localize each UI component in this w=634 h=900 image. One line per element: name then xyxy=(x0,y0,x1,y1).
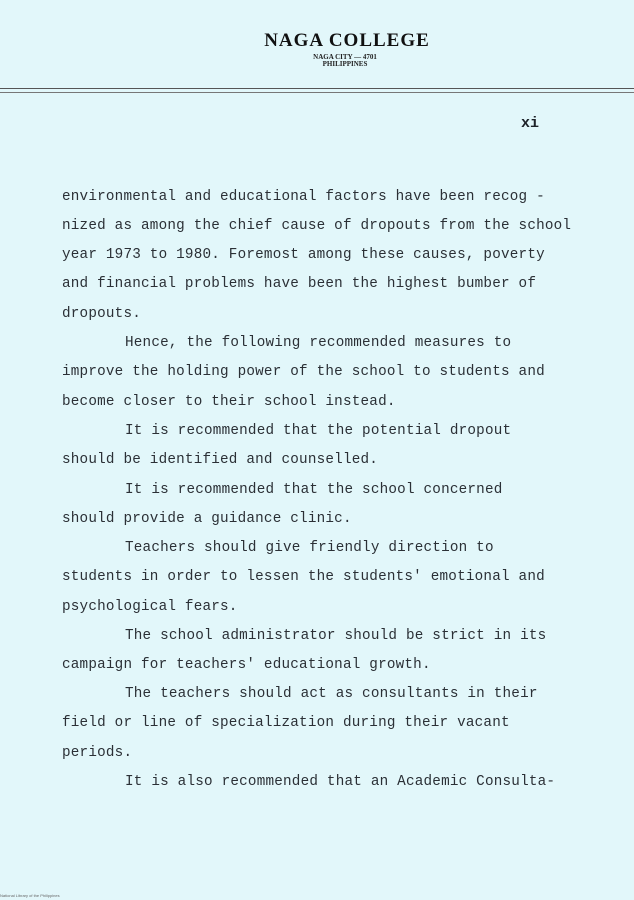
college-name: NAGA COLLEGE xyxy=(264,30,430,51)
college-city: NAGA CITY — 4701 xyxy=(313,53,377,61)
footer-credit: National Library of the Philippines xyxy=(0,893,60,898)
body-line: field or line of specialization during their vacant xyxy=(62,715,510,731)
body-line: should provide a guidance clinic. xyxy=(62,511,352,527)
body-line: campaign for teachers' educational growth. xyxy=(62,657,431,673)
body-line: students in order to lessen the students' emotional and xyxy=(62,569,545,585)
body-line: year 1973 to 1980. Foremost among these causes, poverty xyxy=(62,247,545,263)
header-rule-top xyxy=(0,88,634,89)
body-line: and financial problems have been the highest bumber of xyxy=(62,276,537,292)
body-line: psychological fears. xyxy=(62,599,238,615)
body-line: environmental and educational factors have been recog - xyxy=(62,189,545,205)
body-line: Hence, the following recommended measures to xyxy=(125,335,512,351)
body-line: It is also recommended that an Academic Consulta- xyxy=(125,774,556,790)
body-line: Teachers should give friendly direction to xyxy=(125,540,494,556)
body-line: nized as among the chief cause of dropouts from the school xyxy=(62,218,572,234)
page-number: xi xyxy=(521,115,540,132)
body-line: It is recommended that the potential dropout xyxy=(125,423,512,439)
header-rule-bottom xyxy=(0,92,634,93)
body-line: should be identified and counselled. xyxy=(62,452,379,468)
body-line: periods. xyxy=(62,745,133,761)
body-line: The teachers should act as consultants in their xyxy=(125,686,538,702)
body-line: It is recommended that the school concerned xyxy=(125,482,503,498)
college-country: PHILIPPINES xyxy=(322,60,368,68)
body-line: The school administrator should be strict in its xyxy=(125,628,547,644)
body-line: improve the holding power of the school to students and xyxy=(62,364,545,380)
body-line: dropouts. xyxy=(62,306,142,322)
body-line: become closer to their school instead. xyxy=(62,394,396,410)
